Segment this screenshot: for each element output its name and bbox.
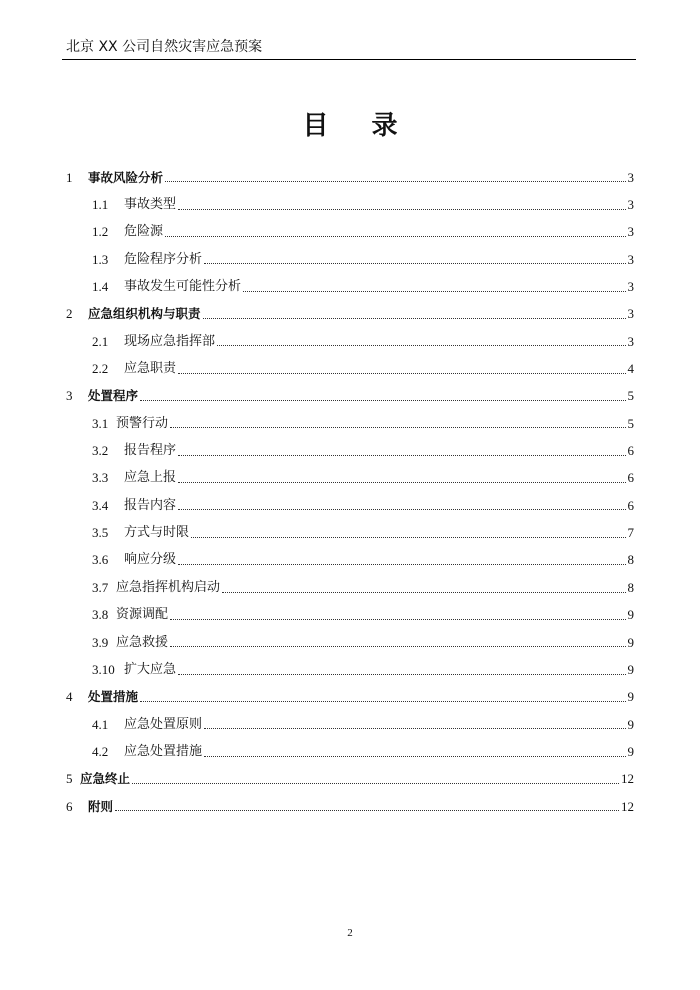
toc-entry [66,711,634,738]
toc-entry [66,328,634,355]
toc-entry-number: 3.2 [92,443,109,459]
toc-entry-title: 处置措施 [88,689,139,705]
toc-entry [66,629,634,656]
toc-entry-page: 5 [627,415,634,431]
table-of-contents [66,164,634,820]
toc-entry-number: 1.4 [92,279,109,295]
toc-entry [66,656,634,683]
toc-entry [66,738,634,765]
toc-entry [66,766,634,793]
toc-entry-number: 3.8 [92,607,109,623]
toc-entry-number: 1 [66,169,73,185]
toc-entry-number: 4 [66,689,73,705]
toc-entry-title: 响应分级 [124,552,177,568]
toc-entry-number: 2.1 [92,333,109,349]
toc-entry [66,547,634,574]
toc-entry [66,301,634,328]
toc-entry-page: 6 [627,443,634,459]
toc-leader [222,592,625,593]
toc-entry-title: 报告内容 [124,497,177,513]
toc-entry [66,191,634,218]
toc-entry-title: 报告程序 [124,443,177,459]
toc-entry-page: 12 [621,798,634,814]
toc-entry-title: 事故发生可能性分析 [124,279,242,295]
toc-entry-title: 应急组织机构与职责 [88,306,201,322]
toc-leader [178,209,625,210]
toc-entry [66,492,634,519]
toc-entry [66,465,634,492]
toc-entry [66,355,634,382]
toc-title: 目 录 [302,111,406,141]
toc-entry-number: 2.2 [92,361,109,377]
toc-entry-page: 12 [621,771,634,787]
toc-entry-number: 3.9 [92,634,109,650]
toc-entry-title: 应急职责 [124,361,177,377]
toc-leader [178,509,625,510]
toc-entry-title: 应急上报 [124,470,177,486]
toc-entry-title: 危险程序分析 [124,251,203,267]
toc-entry-number: 1.2 [92,224,109,240]
toc-entry [66,383,634,410]
toc-leader [191,537,625,538]
toc-leader [243,291,625,292]
toc-leader [165,236,625,237]
toc-entry-number: 3.4 [92,497,109,513]
toc-entry-title: 应急处置措施 [124,743,203,759]
toc-entry-number: 3.10 [92,661,115,677]
toc-leader [115,810,619,811]
toc-leader [178,455,625,456]
toc-entry-page: 9 [627,743,634,759]
toc-entry-title: 应急处置原则 [124,716,203,732]
toc-leader [178,373,625,374]
toc-entry-title: 扩大应急 [124,661,177,677]
toc-leader [170,427,625,428]
toc-entry-page: 9 [627,661,634,677]
toc-leader [170,646,625,647]
toc-entry-page: 9 [627,689,634,705]
toc-entry-page: 9 [627,607,634,623]
toc-entry [66,602,634,629]
toc-entry-title: 资源调配 [116,607,169,623]
toc-entry-page: 3 [627,251,634,267]
toc-leader [178,674,625,675]
toc-entry-page: 8 [627,579,634,595]
toc-leader [203,318,626,319]
toc-entry-title: 应急终止 [80,771,131,787]
toc-entry [66,246,634,273]
toc-leader [132,783,619,784]
header-rule [62,59,636,60]
toc-entry-page: 3 [627,306,634,322]
toc-entry-page: 6 [627,497,634,513]
toc-leader [140,701,625,702]
toc-leader [170,619,625,620]
toc-entry-page: 7 [627,525,634,541]
toc-entry [66,219,634,246]
toc-entry [66,164,634,191]
toc-leader [178,564,625,565]
toc-entry-page: 3 [627,197,634,213]
toc-entry-number: 3.5 [92,525,109,541]
toc-entry-number: 3.7 [92,579,109,595]
running-header: 北京 XX 公司自然灾害应急预案 [66,39,263,55]
toc-entry-number: 1.1 [92,197,109,213]
toc-entry-page: 6 [627,470,634,486]
toc-leader [165,181,625,182]
toc-entry-title: 预警行动 [116,415,169,431]
toc-entry-number: 2 [66,306,73,322]
toc-entry-page: 5 [627,388,634,404]
toc-entry-number: 3.3 [92,470,109,486]
toc-entry-number: 1.3 [92,251,109,267]
toc-entry [66,410,634,437]
toc-entry-number: 4.1 [92,716,109,732]
toc-entry-page: 3 [627,169,634,185]
toc-entry [66,437,634,464]
toc-entry-number: 3.1 [92,415,109,431]
toc-entry-page: 3 [627,279,634,295]
toc-entry-title: 处置程序 [88,388,139,404]
toc-entry [66,574,634,601]
toc-entry-title: 方式与时限 [124,525,190,541]
toc-entry-title: 现场应急指挥部 [124,333,216,349]
toc-entry-title: 附则 [88,798,114,814]
toc-entry-page: 3 [627,224,634,240]
toc-entry [66,273,634,300]
toc-entry-title: 事故风险分析 [88,169,164,185]
toc-entry [66,684,634,711]
toc-entry-number: 4.2 [92,743,109,759]
toc-leader [178,482,625,483]
toc-entry-number: 5 [66,771,73,787]
toc-leader [217,345,625,346]
toc-entry-title: 危险源 [124,224,164,240]
toc-leader [204,263,625,264]
toc-entry-number: 6 [66,798,73,814]
toc-entry-title: 应急救援 [116,634,169,650]
toc-entry-page: 9 [627,716,634,732]
toc-entry-number: 3 [66,388,73,404]
toc-entry [66,519,634,546]
toc-entry [66,793,634,820]
toc-entry-page: 9 [627,634,634,650]
toc-entry-title: 应急指挥机构启动 [116,579,221,595]
toc-entry-page: 3 [627,333,634,349]
toc-leader [204,728,625,729]
toc-entry-title: 事故类型 [124,197,177,213]
toc-entry-number: 3.6 [92,552,109,568]
page-number: 2 [347,927,353,939]
toc-entry-page: 8 [627,552,634,568]
toc-entry-page: 4 [627,361,634,377]
toc-leader [140,400,625,401]
toc-leader [204,756,625,757]
